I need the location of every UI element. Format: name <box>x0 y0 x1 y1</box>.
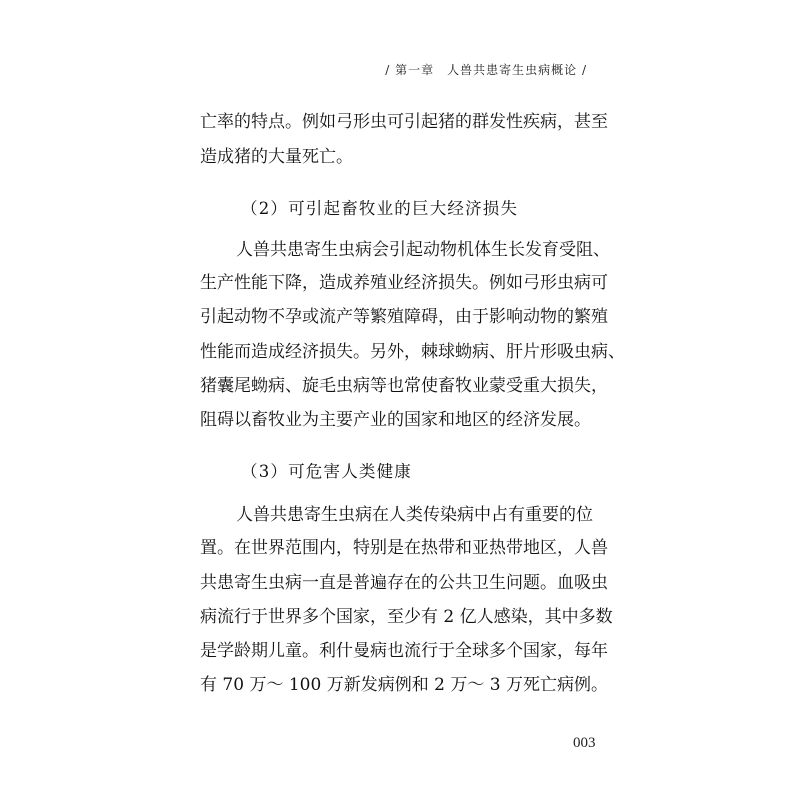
body-line: 有 70 万～ 100 万新发病例和 2 万～ 3 万死亡病例。 <box>200 675 608 695</box>
running-header: / 第一章 人兽共患寄生虫病概论 / <box>385 63 587 77</box>
section-heading: （3）可危害人类健康 <box>241 462 412 481</box>
body-line: 引起动物不孕或流产等繁殖障碍，由于影响动物的繁殖 <box>200 307 608 327</box>
body-line: 造成猪的大量死亡。 <box>200 147 353 167</box>
body-line: 猪囊尾蚴病、旋毛虫病等也常使畜牧业蒙受重大损失， <box>200 376 608 396</box>
body-line: 人兽共患寄生虫病会引起动物机体生长发育受阻、 <box>236 240 610 260</box>
body-line: 阻碍以畜牧业为主要产业的国家和地区的经济发展。 <box>200 410 591 430</box>
body-line: 是学龄期儿童。利什曼病也流行于全球多个国家，每年 <box>200 641 608 661</box>
body-line: 亡率的特点。例如弓形虫可引起猪的群发性疾病，甚至 <box>200 112 608 132</box>
body-line: 生产性能下降，造成养殖业经济损失。例如弓形虫病可 <box>200 273 608 293</box>
body-line: 人兽共患寄生虫病在人类传染病中占有重要的位 <box>236 505 593 525</box>
section-heading: （2）可引起畜牧业的巨大经济损失 <box>241 199 519 218</box>
body-line: 置。在世界范围内，特别是在热带和亚热带地区，人兽 <box>200 538 608 558</box>
body-line: 病流行于世界多个国家，至少有 2 亿人感染，其中多数 <box>200 607 613 627</box>
body-line: 性能而造成经济损失。另外，棘球蚴病、肝片形吸虫病、 <box>200 342 625 362</box>
page-number: 003 <box>573 735 596 751</box>
body-line: 共患寄生虫病一直是普遍存在的公共卫生问题。血吸虫 <box>200 573 608 593</box>
